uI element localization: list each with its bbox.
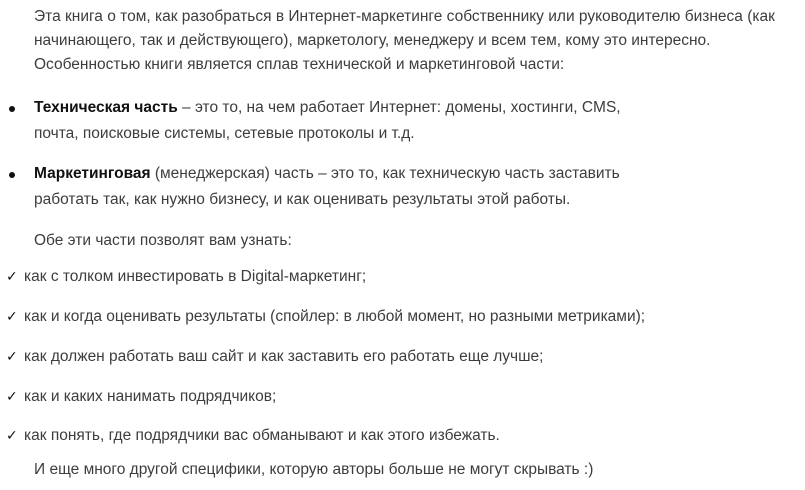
bullet-bold-term: Маркетинговая	[34, 165, 151, 182]
checkmark-icon: ✓	[6, 349, 18, 365]
bullet-text	[34, 97, 794, 149]
checklist-item	[6, 266, 366, 288]
bullet-bold-term: Техническая часть	[34, 99, 178, 116]
bullet-row	[34, 163, 794, 185]
intro-line: Особенностью книги является сплав технической и маркетинговой части:	[34, 56, 565, 73]
checklist-item-text: как и каких нанимать подрядчиков;	[24, 388, 277, 405]
bullet-text	[34, 163, 794, 215]
checklist-item	[6, 425, 500, 447]
outro-text: И еще много другой специфики, которую авторы больше не могут скрывать :)	[34, 461, 594, 478]
both-parts-text: Обе эти части позволят вам узнать:	[34, 232, 292, 249]
checklist-item-text: как понять, где подрядчики вас обманывают и как этого избежать.	[24, 427, 500, 444]
bullet-dot-icon	[9, 172, 15, 178]
bullet-row-continued: почта, поисковые системы, сетевые протоколы и т.д.	[34, 125, 415, 142]
checkmark-icon: ✓	[6, 269, 18, 285]
checklist-item	[6, 346, 544, 368]
intro-paragraph	[34, 6, 799, 78]
checklist-item-text: как должен работать ваш сайт и как заставить его работать еще лучше;	[24, 348, 544, 365]
intro-line: Эта книга о том, как разобраться в Интернет-маркетинге собственнику или руководителю бизнеса (как	[34, 8, 775, 25]
checklist-item-text: как и когда оценивать результаты (спойлер: в любой момент, но разными метриками);	[24, 308, 646, 325]
bullet-dot-icon	[9, 106, 15, 112]
bullet-row	[34, 97, 794, 119]
checklist-item	[6, 386, 276, 408]
checklist-item	[6, 306, 645, 328]
checkmark-icon: ✓	[6, 428, 18, 444]
bullet-description: – это то, на чем работает Интернет: домены, хостинги, CMS,	[177, 99, 621, 116]
bullet-description: (менеджерская) часть – это то, как техническую часть заставить	[150, 165, 620, 182]
intro-line: начинающего, так и действующего), маркетологу, менеджеру и всем тем, кому это интересно.	[34, 32, 711, 49]
checkmark-icon: ✓	[6, 309, 18, 325]
checkmark-icon: ✓	[6, 389, 18, 405]
checklist-item-text: как с толком инвестировать в Digital-маркетинг;	[24, 268, 367, 285]
bullet-row-continued: работать так, как нужно бизнесу, и как оценивать результаты этой работы.	[34, 191, 571, 208]
